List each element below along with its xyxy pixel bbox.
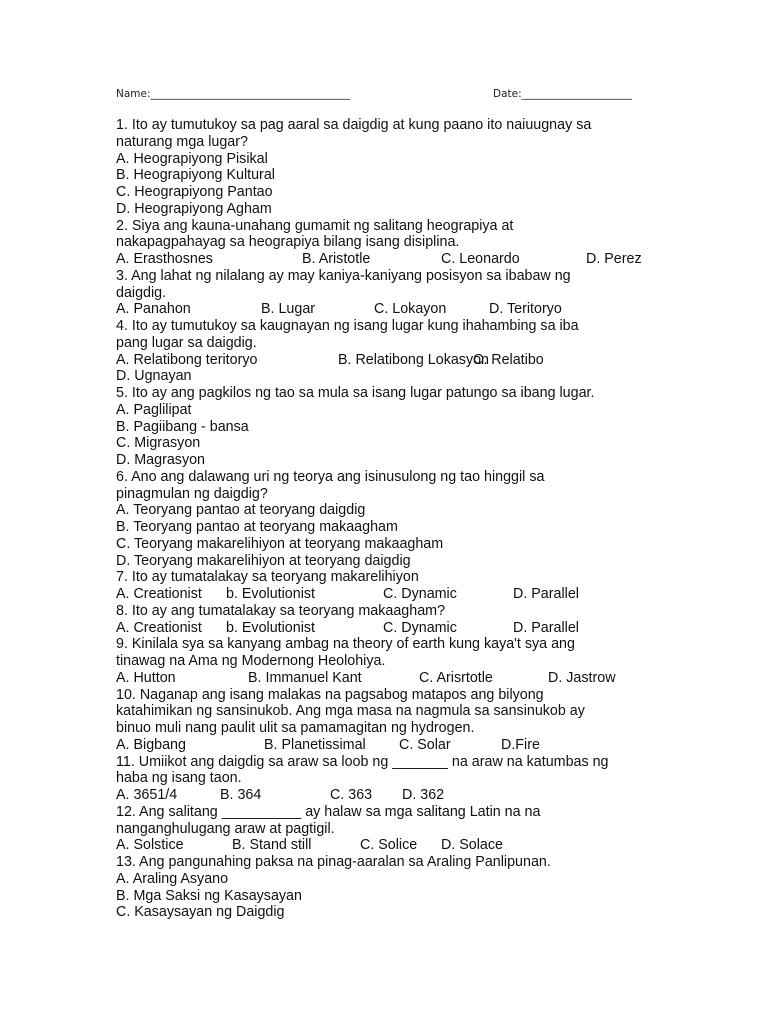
- answer-option[interactable]: B. Pagiibang - bansa: [116, 418, 249, 435]
- answer-option[interactable]: C. Solice: [360, 837, 418, 854]
- question-text: pang lugar sa daigdig.: [116, 334, 257, 351]
- question-block: [116, 318, 661, 385]
- question-block: [116, 117, 661, 218]
- answer-choices: [116, 670, 661, 687]
- question-block: [116, 804, 661, 854]
- question-text: tinawag na Ama ng Modernong Heolohiya.: [116, 653, 386, 669]
- question-block: [116, 754, 661, 804]
- answer-choices: [116, 888, 661, 905]
- answer-option[interactable]: B. Lugar: [261, 301, 316, 318]
- answer-option[interactable]: C. Lokayon: [374, 301, 447, 318]
- answer-choices: [116, 502, 661, 519]
- answer-choices: [116, 402, 661, 419]
- answer-choices: [116, 620, 661, 637]
- answer-option[interactable]: D. Teritoryo: [489, 301, 562, 318]
- answer-option[interactable]: A. Bigbang: [116, 736, 186, 753]
- date-field[interactable]: Date:_____________________: [493, 88, 632, 100]
- answer-option[interactable]: B. Heograpiyong Kultural: [116, 167, 275, 184]
- answer-option[interactable]: C. 363: [330, 787, 373, 803]
- question-text: katahimikan ng sansinukob. Ang mga masa na nagmula sa sansinukob ay: [116, 703, 585, 720]
- answer-option[interactable]: A. Creationist: [116, 619, 202, 636]
- question-text: naturang mga lugar?: [116, 133, 248, 150]
- answer-option[interactable]: D. Perez: [586, 251, 642, 267]
- answer-choices: [116, 184, 661, 201]
- answer-option[interactable]: B. Mga Saksi ng Kasaysayan: [116, 887, 302, 904]
- answer-option[interactable]: B. Relatibong Lokasyon: [338, 351, 490, 368]
- answer-option[interactable]: C. Teoryang makarelihiyon at teoryang makaagham: [116, 535, 444, 552]
- answer-choices: [116, 251, 661, 268]
- question-text: nakapagpahayag sa heograpiya bilang isang disiplina.: [116, 234, 460, 251]
- question-text: pinagmulan ng daigdig?: [116, 485, 268, 502]
- answer-choices: [116, 452, 661, 469]
- question-block: [116, 603, 661, 637]
- question-text: 10. Naganap ang isang malakas na pagsabog matapos ang bilyong: [116, 686, 544, 703]
- question-text: 5. Ito ay ang pagkilos ng tao sa mula sa isang lugar patungo sa ibang lugar.: [116, 385, 595, 401]
- answer-choices: [116, 553, 661, 570]
- answer-option[interactable]: D. 362: [402, 787, 445, 803]
- question-block: [116, 687, 661, 754]
- question-block: [116, 854, 661, 921]
- question-text: 13. Ang pangunahing paksa na pinag-aaralan sa Araling Panlipunan.: [116, 854, 551, 870]
- question-block: [116, 636, 661, 686]
- answer-option[interactable]: B. 364: [220, 787, 262, 803]
- answer-option[interactable]: D. Solace: [441, 837, 503, 854]
- answer-option[interactable]: B. Aristotle: [302, 251, 371, 267]
- question-text: 1. Ito ay tumutukoy sa pag aaral sa daigdig at kung paano ito naiuugnay sa: [116, 117, 592, 133]
- answer-choices: [116, 352, 661, 369]
- question-text: 4. Ito ay tumutukoy sa kaugnayan ng isang lugar kung ihahambing sa iba: [116, 318, 579, 334]
- answer-option[interactable]: B. Teoryang pantao at teoryang makaagham: [116, 519, 398, 535]
- question-text: haba ng isang taon.: [116, 770, 242, 787]
- answer-option[interactable]: D. Parallel: [513, 586, 579, 602]
- answer-option[interactable]: A. Solstice: [116, 837, 184, 854]
- question-text: nanganghulugang araw at pagtigil.: [116, 820, 335, 837]
- answer-choices: [116, 167, 661, 184]
- answer-choices: [116, 787, 661, 804]
- worksheet-header: [116, 88, 656, 104]
- answer-option[interactable]: D.Fire: [501, 736, 540, 753]
- answer-option[interactable]: C. Leonardo: [441, 251, 520, 267]
- answer-option[interactable]: A. Araling Asyano: [116, 870, 229, 887]
- answer-option[interactable]: C. Dynamic: [383, 619, 457, 636]
- question-text: 6. Ano ang dalawang uri ng teorya ang isinusulong ng tao hinggil sa: [116, 468, 545, 485]
- answer-choices: [116, 586, 661, 603]
- answer-option[interactable]: C. Arisrtotle: [419, 669, 493, 686]
- answer-choices: [116, 737, 661, 754]
- question-block: [116, 268, 661, 318]
- answer-option[interactable]: C. Solar: [399, 736, 451, 753]
- question-text: binuo muli nang paulit ulit sa pamamagitan ng hydrogen.: [116, 720, 475, 736]
- question-text: 2. Siya ang kauna-unahang gumamit ng salitang heograpiya at: [116, 217, 514, 234]
- name-field[interactable]: Name:______________________________________: [116, 88, 351, 100]
- answer-option[interactable]: D. Teoryang makarelihiyon at teoryang daigdig: [116, 552, 411, 569]
- answer-option[interactable]: A. Heograpiyong Pisikal: [116, 150, 268, 167]
- answer-choices: [116, 301, 661, 318]
- answer-option[interactable]: C. Migrasyon: [116, 435, 201, 452]
- answer-option[interactable]: D. Magrasyon: [116, 452, 205, 468]
- answer-option[interactable]: A. Relatibong teritoryo: [116, 351, 258, 368]
- answer-option[interactable]: B. Immanuel Kant: [248, 669, 362, 686]
- answer-choices: [116, 536, 661, 553]
- answer-choices: [116, 368, 661, 385]
- question-text: 7. Ito ay tumatalakay sa teoryang makarelihiyon: [116, 569, 419, 586]
- answer-choices: [116, 201, 661, 218]
- answer-option[interactable]: D. Parallel: [513, 619, 579, 636]
- answer-option[interactable]: A. Paglilipat: [116, 401, 192, 418]
- answer-option[interactable]: A. Teoryang pantao at teoryang daigdig: [116, 502, 366, 519]
- answer-option[interactable]: A. Creationist: [116, 586, 202, 602]
- answer-option[interactable]: A. Hutton: [116, 669, 176, 686]
- answer-option[interactable]: C. Dynamic: [383, 586, 457, 602]
- question-block: [116, 569, 661, 603]
- answer-option[interactable]: B. Planetissimal: [264, 736, 366, 753]
- answer-option[interactable]: A. Panahon: [116, 301, 191, 318]
- answer-option[interactable]: A. 3651/4: [116, 787, 178, 803]
- question-text: 11. Umiikot ang daigdig sa araw sa loob ng _______ na araw na katumbas ng: [116, 753, 609, 770]
- answer-option[interactable]: D. Heograpiyong Agham: [116, 200, 272, 217]
- answer-option[interactable]: D. Ugnayan: [116, 368, 192, 385]
- answer-option[interactable]: D. Jastrow: [548, 669, 616, 686]
- answer-choices: [116, 519, 661, 536]
- answer-choices: [116, 904, 661, 921]
- answer-choices: [116, 435, 661, 452]
- question-list: [116, 117, 661, 921]
- answer-choices: [116, 871, 661, 888]
- answer-choices: [116, 837, 661, 854]
- answer-choices: [116, 419, 661, 436]
- answer-option[interactable]: C. Kasaysayan ng Daigdig: [116, 904, 285, 921]
- answer-option[interactable]: A. Erasthosnes: [116, 251, 213, 267]
- question-block: [116, 218, 661, 268]
- question-text: 9. Kinilala sya sa kanyang ambag na theory of earth kung kaya't sya ang: [116, 636, 575, 653]
- answer-option[interactable]: b. Evolutionist: [226, 619, 316, 636]
- question-text: daigdig.: [116, 284, 167, 301]
- question-text: 3. Ang lahat ng nilalang ay may kaniya-kaniyang posisyon sa ibabaw ng: [116, 267, 571, 284]
- question-block: [116, 385, 661, 469]
- answer-choices: [116, 151, 661, 168]
- question-text: 8. Ito ay ang tumatalakay sa teoryang makaagham?: [116, 602, 446, 619]
- question-block: [116, 469, 661, 570]
- answer-option[interactable]: b. Evolutionist: [226, 586, 316, 602]
- answer-option[interactable]: C. Relatibo: [473, 351, 544, 368]
- question-text: 12. Ang salitang __________ ay halaw sa mga salitang Latin na na: [116, 803, 541, 820]
- answer-option[interactable]: C. Heograpiyong Pantao: [116, 184, 273, 200]
- answer-option[interactable]: B. Stand still: [232, 837, 312, 854]
